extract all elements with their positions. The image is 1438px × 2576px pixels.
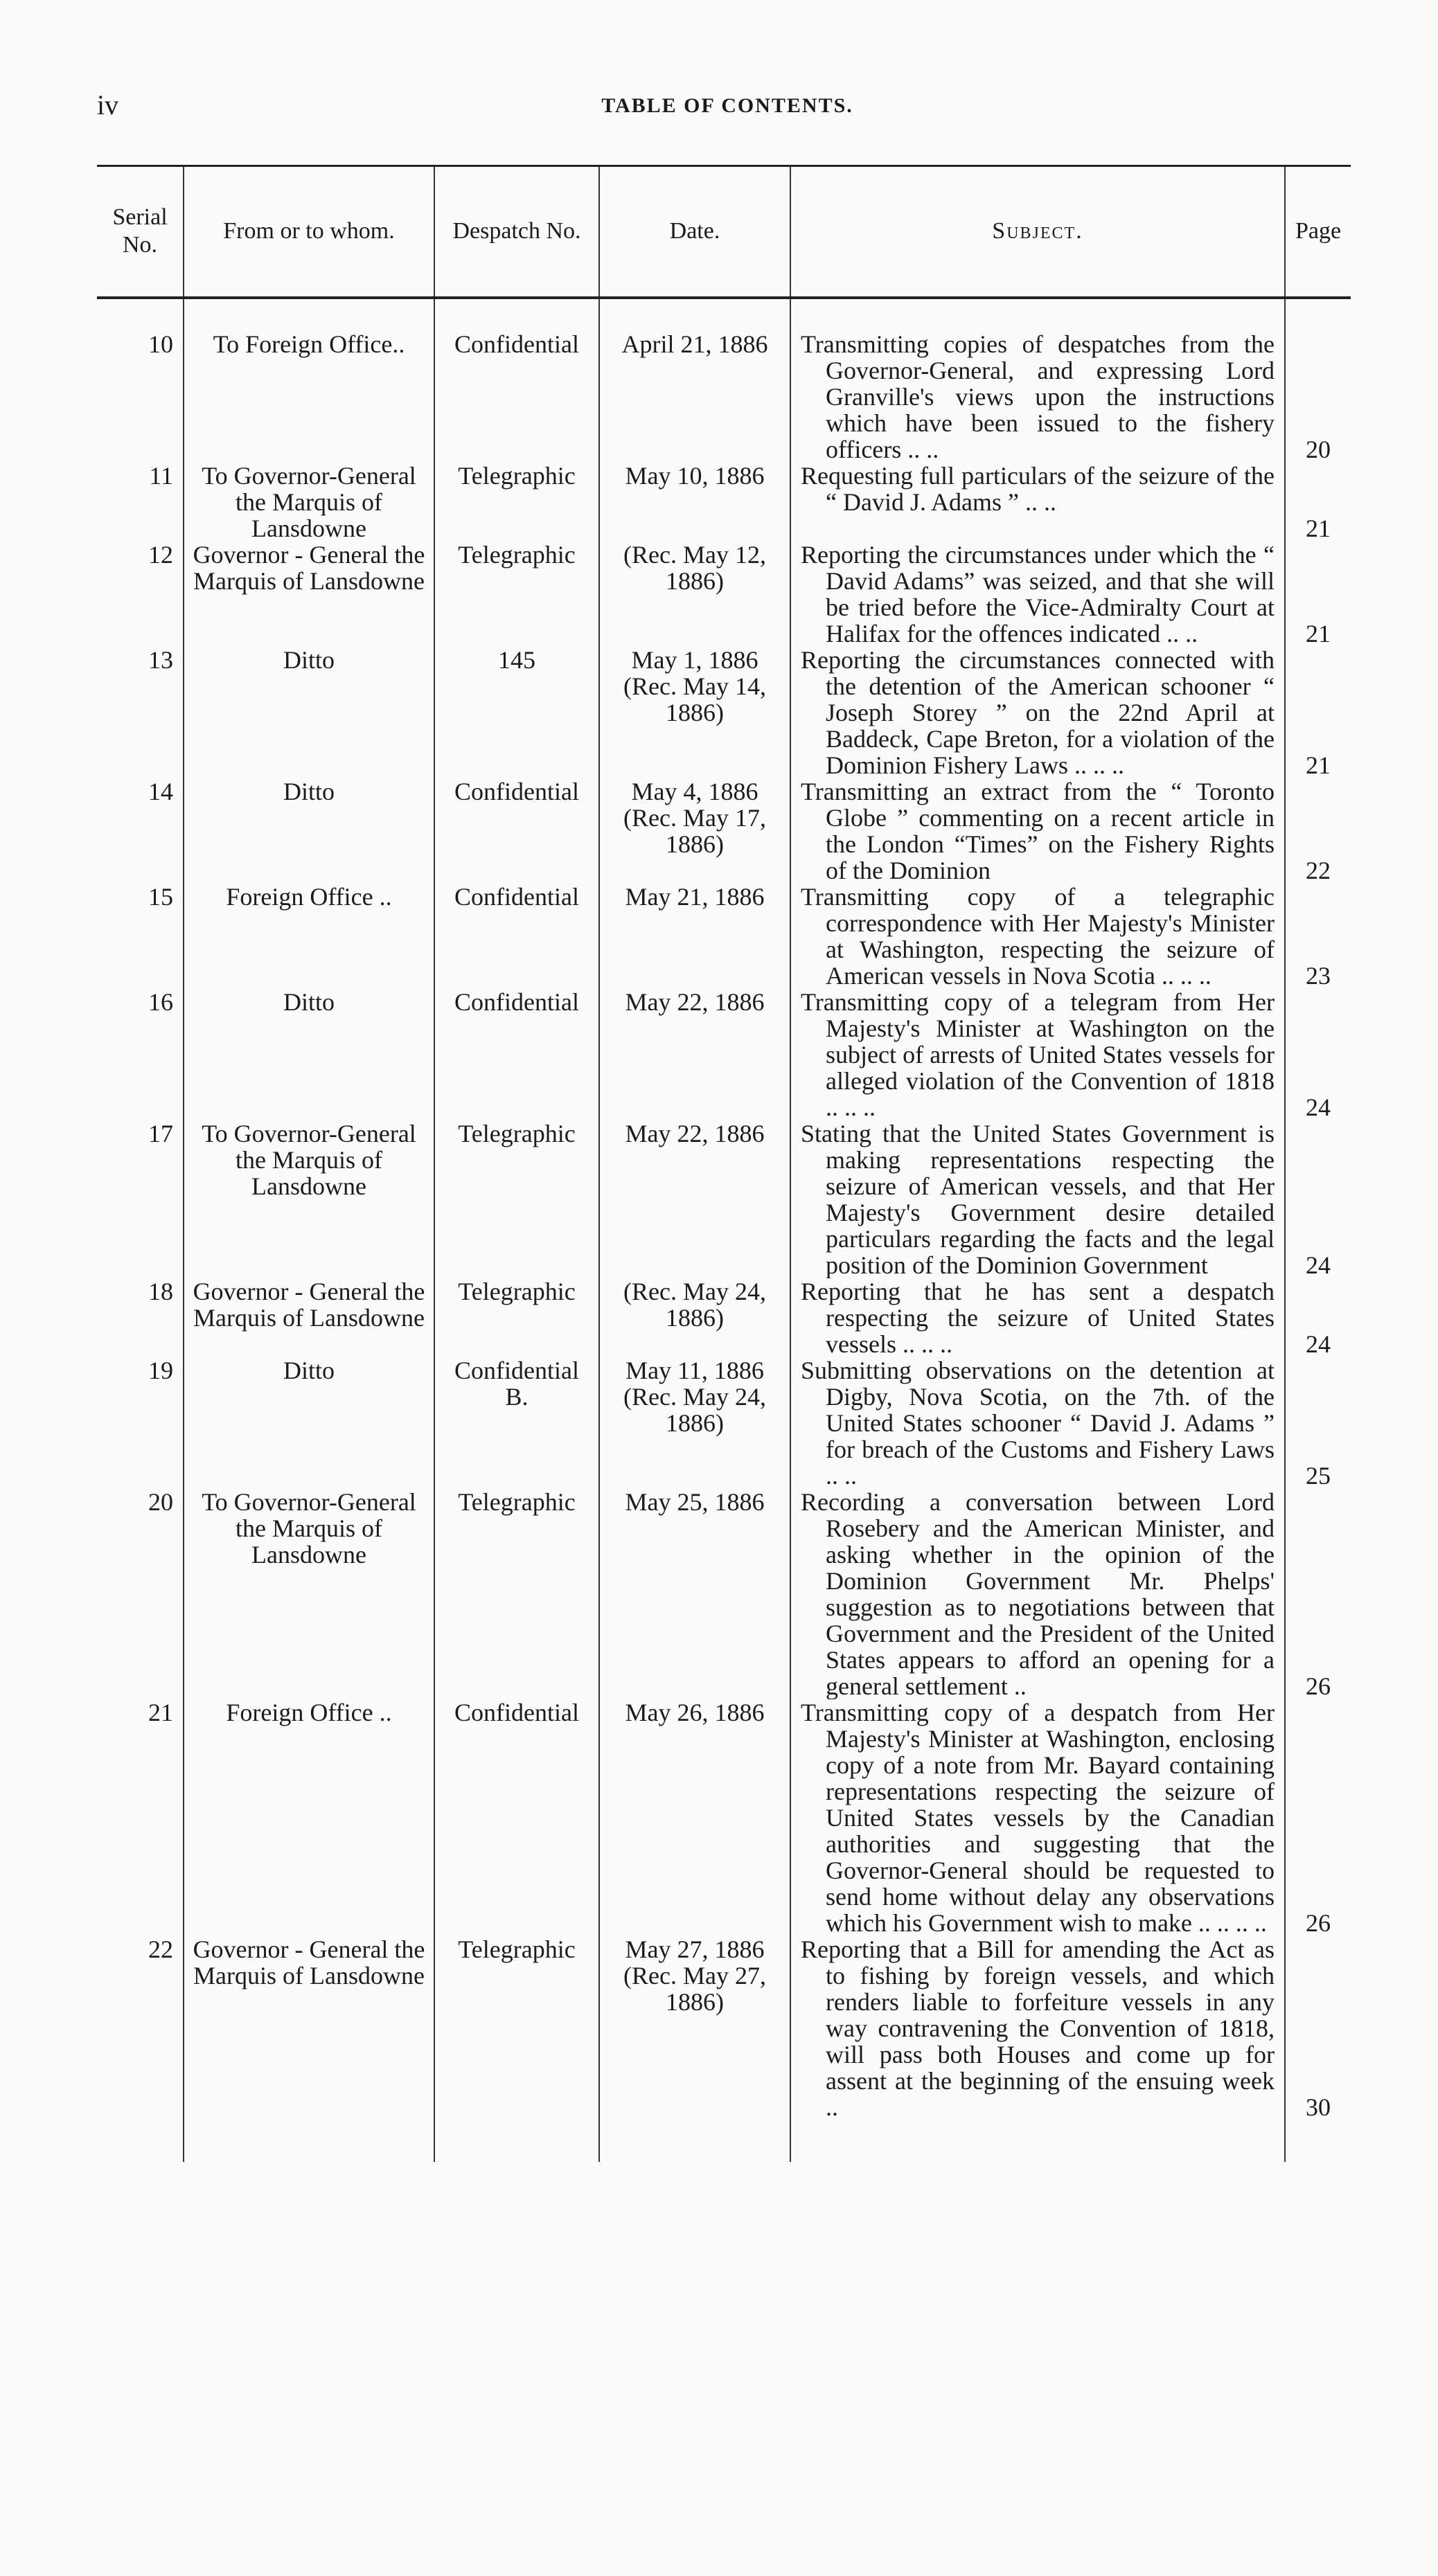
serial-cell: 20 xyxy=(148,1488,173,1516)
date-cell: May 1, 1886 (Rec. May 14, 1886) xyxy=(599,647,790,778)
subject-text: Transmitting copy of a telegram from Her Majesty's Minister at Washington on the subject of arrests of United States vessels for alleged violation of the Convention of 1818 .. .. .. xyxy=(801,988,1275,1120)
subject-cell xyxy=(790,1489,1285,1699)
date-cell: May 4, 1886 (Rec. May 17, 1886) xyxy=(599,778,790,884)
date-cell: May 22, 1886 xyxy=(599,989,790,1120)
serial-cell: 21 xyxy=(148,1699,173,1726)
table-row xyxy=(97,542,1351,647)
despatch-cell: Confidential xyxy=(434,1699,599,1936)
date-cell: May 27, 1886 (Rec. May 27, 1886) xyxy=(599,1936,790,2120)
table-row xyxy=(97,647,1351,778)
page-cell: 20 xyxy=(1285,331,1351,463)
despatch-cell: Telegraphic xyxy=(434,542,599,647)
correspondent-cell: Ditto xyxy=(184,989,434,1120)
despatch-cell: Confidential B. xyxy=(434,1357,599,1489)
table-row xyxy=(97,884,1351,989)
date-cell: May 11, 1886 (Rec. May 24, 1886) xyxy=(599,1357,790,1489)
subject-cell xyxy=(790,989,1285,1120)
date-cell: (Rec. May 24, 1886) xyxy=(599,1278,790,1357)
serial-cell: 16 xyxy=(148,988,173,1016)
subject-text: Transmitting copy of a despatch from Her Majesty's Minister at Washington, enclosing copy of a note from Mr. Bayard containing representations respecting the seizure of United States vessels by the Canadian authorities and suggesting that the Governor-General should be requested to send home without delay any observations which his Government wish to make .. .. .. .. xyxy=(801,1699,1275,1936)
table-row xyxy=(97,1489,1351,1699)
subject-cell xyxy=(790,331,1285,463)
subject-text: Transmitting copies of despatches from the Governor-General, and expressing Lord Granville's views upon the instructions which have been issued to the fishery officers .. .. xyxy=(801,330,1275,463)
date-cell: May 22, 1886 xyxy=(599,1120,790,1278)
subject-cell xyxy=(790,647,1285,778)
despatch-cell: Telegraphic xyxy=(434,1936,599,2120)
page-cell: 26 xyxy=(1285,1489,1351,1699)
serial-cell: 18 xyxy=(148,1278,173,1305)
page-cell: 21 xyxy=(1285,463,1351,542)
despatch-cell: Telegraphic xyxy=(434,463,599,542)
date-cell: May 25, 1886 xyxy=(599,1489,790,1699)
page-cell: 24 xyxy=(1285,989,1351,1120)
serial-cell: 19 xyxy=(148,1357,173,1384)
subject-text: Reporting that he has sent a despatch respecting the seizure of United States vessels .. .. .. xyxy=(801,1278,1275,1357)
serial-cell: 13 xyxy=(148,646,173,674)
date-cell: May 26, 1886 xyxy=(599,1699,790,1936)
page-cell: 23 xyxy=(1285,884,1351,989)
serial-cell: 14 xyxy=(148,778,173,805)
subject-cell xyxy=(790,463,1285,542)
page-cell: 24 xyxy=(1285,1120,1351,1278)
subject-text: Transmitting an extract from the “ Toronto Globe ” commenting on a recent article in the London “Times” on the Fishery Rights of the Dominion xyxy=(801,778,1275,884)
date-cell: April 21, 1886 xyxy=(599,331,790,463)
subject-text: Reporting the circumstances under which the “ David Adams” was seized, and that she will be tried before the Vice-Admiralty Court at Halifax for the offences indicated .. .. xyxy=(801,541,1275,647)
page-cell: 24 xyxy=(1285,1278,1351,1357)
table-row xyxy=(97,463,1351,542)
subject-cell xyxy=(790,1357,1285,1489)
table-row xyxy=(97,778,1351,884)
correspondent-cell: To Foreign Office.. xyxy=(184,331,434,463)
contents-table xyxy=(97,165,1351,2162)
col-header-date: Date. xyxy=(599,166,790,298)
despatch-cell: 145 xyxy=(434,647,599,778)
date-cell: May 10, 1886 xyxy=(599,463,790,542)
subject-text: Submitting observations on the detention at Digby, Nova Scotia, on the 7th. of the United States schooner “ David J. Adams ” for breach of the Customs and Fishery Laws .. .. xyxy=(801,1357,1275,1489)
page-cell: 21 xyxy=(1285,542,1351,647)
date-cell: May 21, 1886 xyxy=(599,884,790,989)
serial-cell: 15 xyxy=(148,883,173,911)
correspondent-cell: Foreign Office .. xyxy=(184,884,434,989)
subject-text: Requesting full particulars of the seizure of the “ David J. Adams ” .. .. xyxy=(801,462,1275,516)
col-header-despatch: Despatch No. xyxy=(434,166,599,298)
subject-cell xyxy=(790,1936,1285,2120)
table-row xyxy=(97,1357,1351,1489)
despatch-cell: Confidential xyxy=(434,778,599,884)
correspondent-cell: Governor - General the Marquis of Lansdowne xyxy=(184,542,434,647)
correspondent-cell: Ditto xyxy=(184,647,434,778)
subject-text: Stating that the United States Government is making representations respecting the seizure of American vessels, and that Her Majesty's Government desire detailed particulars regarding the facts and the legal position of the Dominion Government xyxy=(801,1120,1275,1278)
col-header-page: Page xyxy=(1285,166,1351,298)
subject-text: Reporting the circumstances connected with the detention of the American schooner “ Joseph Storey ” on the 22nd April at Baddeck, Cape Breton, for a violation of the Dominion Fishery Laws .. .. .. xyxy=(801,646,1275,778)
running-title: TABLE OF CONTENTS. xyxy=(601,94,853,117)
page-cell: 25 xyxy=(1285,1357,1351,1489)
subject-cell xyxy=(790,778,1285,884)
date-cell: (Rec. May 12, 1886) xyxy=(599,542,790,647)
subject-cell xyxy=(790,884,1285,989)
table-row xyxy=(97,1936,1351,2120)
table-row xyxy=(97,1278,1351,1357)
serial-cell: 22 xyxy=(148,1935,173,1963)
correspondent-cell: Governor - General the Marquis of Lansdowne xyxy=(184,1936,434,2120)
correspondent-cell: Governor - General the Marquis of Lansdowne xyxy=(184,1278,434,1357)
despatch-cell: Telegraphic xyxy=(434,1278,599,1357)
subject-cell xyxy=(790,542,1285,647)
serial-cell: 17 xyxy=(148,1120,173,1147)
serial-cell: 10 xyxy=(148,330,173,358)
correspondent-cell: To Governor-General the Marquis of Lansdowne xyxy=(184,1489,434,1699)
page-cell: 22 xyxy=(1285,778,1351,884)
header-row xyxy=(97,166,1351,298)
col-header-serial: Serial No. xyxy=(97,166,184,298)
col-header-whom: From or to whom. xyxy=(184,166,434,298)
despatch-cell: Confidential xyxy=(434,884,599,989)
page-header xyxy=(97,89,1358,137)
page-cell: 21 xyxy=(1285,647,1351,778)
subject-cell xyxy=(790,1278,1285,1357)
despatch-cell: Confidential xyxy=(434,331,599,463)
page-number: iv xyxy=(97,89,119,120)
despatch-cell: Telegraphic xyxy=(434,1489,599,1699)
subject-cell xyxy=(790,1120,1285,1278)
correspondent-cell: To Governor-General the Marquis of Lansdowne xyxy=(184,1120,434,1278)
correspondent-cell: Ditto xyxy=(184,778,434,884)
subject-text: Transmitting copy of a telegraphic correspondence with Her Majesty's Minister at Washington, respecting the seizure of American vessels in Nova Scotia .. .. .. xyxy=(801,883,1275,989)
table-row xyxy=(97,1699,1351,1936)
table-row xyxy=(97,989,1351,1120)
table-row xyxy=(97,1120,1351,1278)
correspondent-cell: To Governor-General the Marquis of Lansdowne xyxy=(184,463,434,542)
subject-text: Reporting that a Bill for amending the Act as to fishing by foreign vessels, and which renders liable to forfeiture vessels in any way contravening the Convention of 1818, will pass both Houses and come up for assent at the beginning of the ensuing week .. xyxy=(801,1935,1275,2120)
serial-cell: 11 xyxy=(149,462,173,490)
col-header-subject: Subject. xyxy=(790,166,1285,298)
table-row xyxy=(97,331,1351,463)
despatch-cell: Telegraphic xyxy=(434,1120,599,1278)
page-cell: 26 xyxy=(1285,1699,1351,1936)
serial-cell: 12 xyxy=(148,541,173,569)
subject-cell xyxy=(790,1699,1285,1936)
despatch-cell: Confidential xyxy=(434,989,599,1120)
correspondent-cell: Foreign Office .. xyxy=(184,1699,434,1936)
subject-text: Recording a conversation between Lord Rosebery and the American Minister, and asking whether in the opinion of the Dominion Government Mr. Phelps' suggestion as to negotiations between that Government and the President of the United States appears to afford an opening for a general settlement .. xyxy=(801,1488,1275,1699)
correspondent-cell: Ditto xyxy=(184,1357,434,1489)
page-cell: 30 xyxy=(1285,1936,1351,2120)
